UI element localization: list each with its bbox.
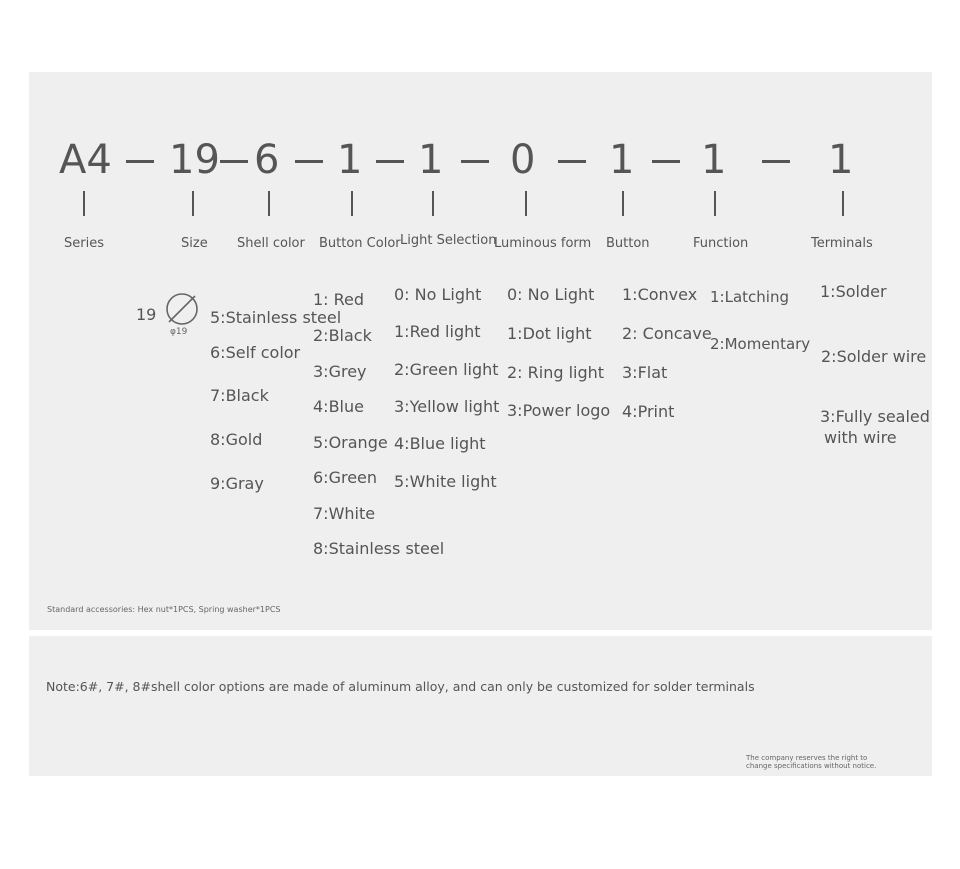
code-dash — [762, 160, 790, 163]
code-dash — [558, 160, 586, 163]
diameter-label: φ19 — [170, 327, 188, 337]
button-color-option: 5:Orange — [313, 433, 388, 452]
shell-color-option: 6:Self color — [210, 343, 301, 362]
tick-mark — [192, 191, 194, 216]
code-series: A4 — [59, 137, 112, 183]
accessories-note: Standard accessories: Hex nut*1PCS, Spring washer*1PCS — [47, 605, 281, 614]
function-option: 2:Momentary — [710, 335, 811, 353]
button-color-option: 3:Grey — [313, 362, 367, 381]
tick-mark — [622, 191, 624, 216]
code-dash — [376, 160, 404, 163]
terminal-option-continued: with wire — [824, 428, 897, 447]
button-color-option: 6:Green — [313, 468, 378, 487]
button-option: 3:Flat — [622, 363, 668, 382]
terminal-option: 1:Solder — [820, 282, 887, 301]
disclaimer-line-2: change specifications without notice. — [746, 762, 877, 770]
code-light-selection: 1 — [418, 137, 444, 183]
luminous-form-option: 1:Dot light — [507, 324, 592, 343]
code-size: 19 — [169, 137, 220, 183]
code-dash — [652, 160, 680, 163]
code-function: 1 — [701, 137, 727, 183]
button-color-option: 4:Blue — [313, 397, 364, 416]
tick-mark — [432, 191, 434, 216]
button-color-option: 8:Stainless steel — [313, 539, 445, 558]
header-luminous-form: Luminous form — [494, 236, 592, 251]
button-color-option: 1: Red — [313, 290, 365, 309]
tick-mark — [842, 191, 844, 216]
light-selection-option: 0: No Light — [394, 285, 482, 304]
shell-color-option: 9:Gray — [210, 474, 264, 493]
light-selection-option: 2:Green light — [394, 360, 499, 379]
header-function: Function — [693, 236, 749, 251]
tick-mark — [351, 191, 353, 216]
code-button: 1 — [609, 137, 635, 183]
shell-color-option: 8:Gold — [210, 430, 263, 449]
material-note: Note:6#, 7#, 8#shell color options are made of aluminum alloy, and can only be customized for solder terminals — [46, 679, 755, 694]
header-button: Button — [606, 236, 650, 251]
header-terminals: Terminals — [811, 236, 873, 251]
code-button-color: 1 — [337, 137, 363, 183]
header-light-selection: Light Selection — [400, 233, 497, 248]
button-color-option: 2:Black — [313, 326, 372, 345]
diameter-icon — [165, 292, 201, 328]
code-dash — [295, 160, 323, 163]
light-selection-option: 1:Red light — [394, 322, 481, 341]
size-option-value: 19 — [136, 305, 157, 324]
code-dash — [220, 160, 248, 163]
code-luminous-form: 0 — [510, 137, 536, 183]
header-shell-color: Shell color — [237, 236, 305, 251]
luminous-form-option: 0: No Light — [507, 285, 595, 304]
code-terminals: 1 — [828, 137, 854, 183]
function-option: 1:Latching — [710, 288, 789, 306]
shell-color-option: 5:Stainless steel — [210, 308, 342, 327]
disclaimer-line-1: The company reserves the right to — [746, 754, 868, 762]
tick-mark — [714, 191, 716, 216]
code-dash — [126, 160, 154, 163]
terminal-option: 2:Solder wire — [821, 347, 927, 366]
shell-color-option: 7:Black — [210, 386, 269, 405]
button-color-option: 7:White — [313, 504, 376, 523]
tick-mark — [83, 191, 85, 216]
luminous-form-option: 3:Power logo — [507, 401, 611, 420]
light-selection-option: 4:Blue light — [394, 434, 486, 453]
light-selection-option: 3:Yellow light — [394, 397, 500, 416]
button-option: 1:Convex — [622, 285, 698, 304]
header-series: Series — [64, 236, 104, 251]
header-size: Size — [181, 236, 208, 251]
tick-mark — [268, 191, 270, 216]
code-shell-color: 6 — [254, 137, 280, 183]
header-button-color: Button Color — [319, 236, 401, 251]
code-dash — [461, 160, 489, 163]
luminous-form-option: 2: Ring light — [507, 363, 605, 382]
light-selection-option: 5:White light — [394, 472, 497, 491]
terminal-option: 3:Fully sealed — [820, 407, 930, 426]
button-option: 2: Concave — [622, 324, 712, 343]
tick-mark — [525, 191, 527, 216]
button-option: 4:Print — [622, 402, 675, 421]
